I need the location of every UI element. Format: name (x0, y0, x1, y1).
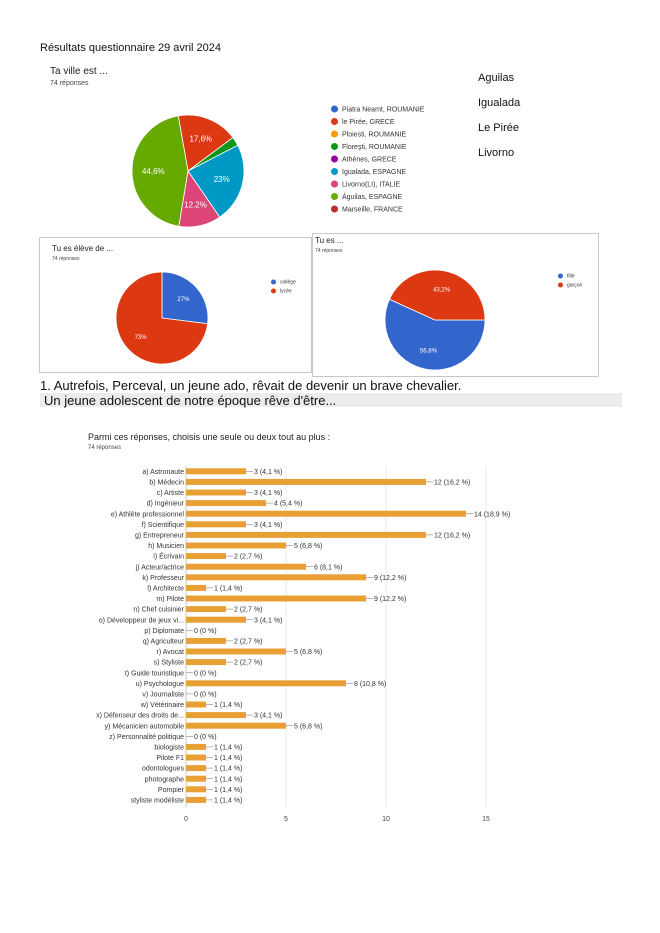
bar (186, 712, 246, 718)
section-subheading: Un jeune adolescent de notre époque rêve d'être... (40, 393, 622, 407)
bar-category-label: w) Vétérinaire (140, 702, 184, 710)
bar (186, 617, 246, 623)
x-tick-label: 15 (482, 816, 490, 824)
school-chart-response-count: 74 réponses (52, 256, 80, 262)
bar (186, 765, 206, 771)
school-level-panel (39, 237, 312, 373)
bar-data-label: 3 (4,1 %) (254, 712, 283, 720)
bar-data-label: 0 (0 %) (194, 670, 217, 678)
bar-category-label: i) Écrivain (153, 553, 184, 561)
legend-swatch (331, 106, 338, 113)
legend-swatch (558, 283, 563, 288)
bar-data-label: 5 (6,8 %) (294, 649, 323, 657)
bar-category-label: s) Styliste (153, 659, 184, 667)
bar-category-label: q) Agriculteur (142, 638, 184, 646)
legend-swatch (271, 289, 276, 294)
bar (186, 786, 206, 792)
legend-label: Floreşti, ROUMANIE (342, 143, 407, 151)
school-pie-legend (270, 276, 310, 300)
bar-category-label: l) Architecte (147, 585, 184, 593)
bar-category-label: r) Avocat (156, 649, 184, 657)
city-item: Aguilas (478, 72, 515, 84)
cities-list (478, 66, 520, 166)
city-pie-legend (330, 103, 470, 221)
bar-category-label: t) Guide touristique (124, 670, 184, 678)
bar-data-label: 3 (4,1 %) (254, 617, 283, 625)
bar-data-label: 1 (1,4 %) (214, 744, 243, 752)
legend-swatch (331, 118, 338, 125)
legend-label: Livorno(LI), ITALIE (342, 181, 401, 189)
bar-category-label: k) Professeur (142, 574, 184, 582)
legend-swatch (331, 131, 338, 138)
city-chart-response-count: 74 réponses (50, 80, 89, 87)
bar-category-label: biologiste (154, 744, 184, 752)
bar (186, 585, 206, 591)
x-tick-label: 10 (382, 816, 390, 824)
bar-data-label: 0 (0 %) (194, 733, 217, 741)
bar-data-label: 1 (1,4 %) (214, 702, 243, 710)
pie-slice-label: 56,8% (419, 348, 437, 355)
bar-category-label: Pompier (157, 786, 184, 794)
bar-data-label: 3 (4,1 %) (254, 490, 283, 498)
bar-data-label: 5 (6,8 %) (294, 543, 323, 551)
bar-data-label: 1 (1,4 %) (214, 765, 243, 773)
bar-data-label: 2 (2,7 %) (234, 553, 263, 561)
city-pie-chart (120, 105, 260, 235)
legend-label: collège (280, 279, 296, 286)
city-item: Le Pirée (478, 122, 519, 134)
bar-data-label: 5 (6,8 %) (294, 723, 323, 731)
bar-category-label: z) Personnalité politique (109, 733, 184, 741)
bar-data-label: 2 (2,7 %) (234, 606, 263, 614)
bar-category-label: odontologues (141, 765, 184, 773)
bar-data-label: 2 (2,7 %) (234, 659, 263, 667)
bar (186, 564, 306, 570)
bar (186, 500, 266, 506)
bar (186, 553, 226, 559)
bar-category-label: o) Développeur de jeux vi... (98, 617, 184, 625)
bar (186, 543, 286, 549)
legend-label: Marseille, FRANCE (342, 206, 403, 214)
bar-category-label: f) Scientifique (141, 521, 184, 529)
gender-pie-legend (557, 270, 597, 294)
bar-data-label: 12 (16,2 %) (434, 532, 471, 540)
gender-panel (312, 233, 599, 377)
bar-data-label: 4 (5,4 %) (274, 500, 303, 508)
bar (186, 755, 206, 761)
legend-swatch (558, 274, 563, 279)
legend-label: Igualada, ESPAGNE (342, 168, 407, 176)
bar-data-label: 8 (10,8 %) (354, 680, 387, 688)
legend-label: Piatra Neamt, ROUMANIE (342, 106, 425, 114)
legend-swatch (331, 181, 338, 188)
school-pie-chart (106, 264, 216, 370)
bar-data-label: 0 (0 %) (194, 627, 217, 635)
pie-slice-label: 44,6% (141, 166, 165, 176)
bar (186, 490, 246, 496)
bar-category-label: h) Musicien (148, 543, 184, 551)
bar-category-label: b) Médecin (149, 479, 184, 487)
school-chart-title: Tu es élève de ... (52, 244, 114, 253)
bar-category-label: a) Astronaute (142, 468, 184, 476)
bar-data-label: 9 (12,2 %) (374, 596, 407, 604)
x-tick-label: 0 (184, 816, 188, 824)
legend-label: fille (567, 273, 575, 280)
career-chart-title: Parmi ces réponses, choisis une seule ou deux tout au plus : (88, 432, 331, 442)
gender-pie-chart (379, 264, 491, 372)
bar (186, 702, 206, 708)
bar-data-label: 12 (16,2 %) (434, 479, 471, 487)
bar-data-label: 3 (4,1 %) (254, 468, 283, 476)
legend-swatch (331, 168, 338, 175)
bar-category-label: c) Artiste (156, 490, 184, 498)
bar (186, 723, 286, 729)
bar-data-label: 1 (1,4 %) (214, 786, 243, 794)
legend-label: garçon (567, 282, 583, 289)
bar-category-label: photographe (144, 776, 184, 784)
bar-category-label: y) Mécanicien automobile (104, 723, 184, 731)
bar (186, 521, 246, 527)
bar-data-label: 3 (4,1 %) (254, 521, 283, 529)
bar-data-label: 1 (1,4 %) (214, 797, 243, 805)
x-tick-label: 5 (284, 816, 288, 824)
bar (186, 468, 246, 474)
pie-slice-label: 43,2% (433, 287, 451, 294)
bar (186, 744, 206, 750)
pie-slice-label: 17,6% (189, 134, 213, 144)
career-chart-response-count: 74 réponses (88, 445, 122, 451)
bar-data-label: 14 (18,9 %) (474, 511, 511, 519)
career-bar-chart (20, 462, 511, 832)
bar (186, 511, 466, 517)
legend-swatch (331, 156, 338, 163)
legend-label: lycée (280, 288, 292, 295)
bar-data-label: 1 (1,4 %) (214, 755, 243, 763)
bar (186, 659, 226, 665)
bar-category-label: g) Entrepreneur (134, 532, 184, 540)
bar-category-label: n) Chef cuisinier (133, 606, 184, 614)
bar-data-label: 1 (1,4 %) (214, 585, 243, 593)
legend-swatch (331, 143, 338, 150)
pie-slice-label: 27% (177, 297, 190, 304)
city-chart-title: Ta ville est ... (50, 66, 108, 77)
gender-chart-response-count: 74 réponses (315, 248, 343, 254)
bar-category-label: p) Diplomate (144, 627, 184, 635)
bar (186, 574, 366, 580)
bar-data-label: 6 (8,1 %) (314, 564, 343, 572)
bar (186, 797, 206, 803)
gender-chart-title: Tu es ... (315, 236, 344, 245)
legend-swatch (331, 206, 338, 213)
document-title: Résultats questionnaire 29 avril 2024 (40, 42, 222, 54)
bar (186, 596, 366, 602)
section-heading: 1. Autrefois, Perceval, un jeune ado, rêvait de devenir un brave chevalier. (40, 378, 462, 393)
city-item: Livorno (478, 147, 515, 159)
bar-category-label: j) Acteur/actrice (135, 564, 184, 572)
bar-category-label: u) Psychologue (135, 680, 184, 688)
pie-slice-label: 12,2% (184, 200, 207, 210)
bar-data-label: 2 (2,7 %) (234, 638, 263, 646)
legend-label: Ploiesti, ROUMANIE (342, 131, 407, 139)
legend-swatch (331, 193, 338, 200)
bar-category-label: e) Athlète professionnel (110, 511, 184, 519)
pie-slice-label: 23% (213, 175, 230, 185)
bar-category-label: styliste modéliste (130, 797, 184, 805)
city-item: Igualada (478, 97, 521, 109)
bar (186, 649, 286, 655)
legend-label: Athènes, GRECE (342, 156, 397, 164)
bar (186, 606, 226, 612)
bar-category-label: m) Pilote (156, 596, 184, 604)
bar-category-label: v) Journaliste (142, 691, 184, 699)
bar (186, 532, 426, 538)
bar (186, 638, 226, 644)
bar-category-label: d) Ingénieur (146, 500, 184, 508)
bar-data-label: 0 (0 %) (194, 691, 217, 699)
bar-data-label: 9 (12,2 %) (374, 574, 407, 582)
legend-label: Águilas, ESPAGNE (342, 193, 403, 201)
bar (186, 479, 426, 485)
bar-category-label: Pilote F1 (156, 755, 184, 763)
bar (186, 776, 206, 782)
pie-slice-label: 73% (134, 334, 147, 341)
bar-data-label: 1 (1,4 %) (214, 776, 243, 784)
bar (186, 680, 346, 686)
legend-swatch (271, 280, 276, 285)
legend-label: le Pirée, GRECE (342, 118, 395, 126)
bar-category-label: x) Défenseur des droits de... (96, 712, 184, 720)
